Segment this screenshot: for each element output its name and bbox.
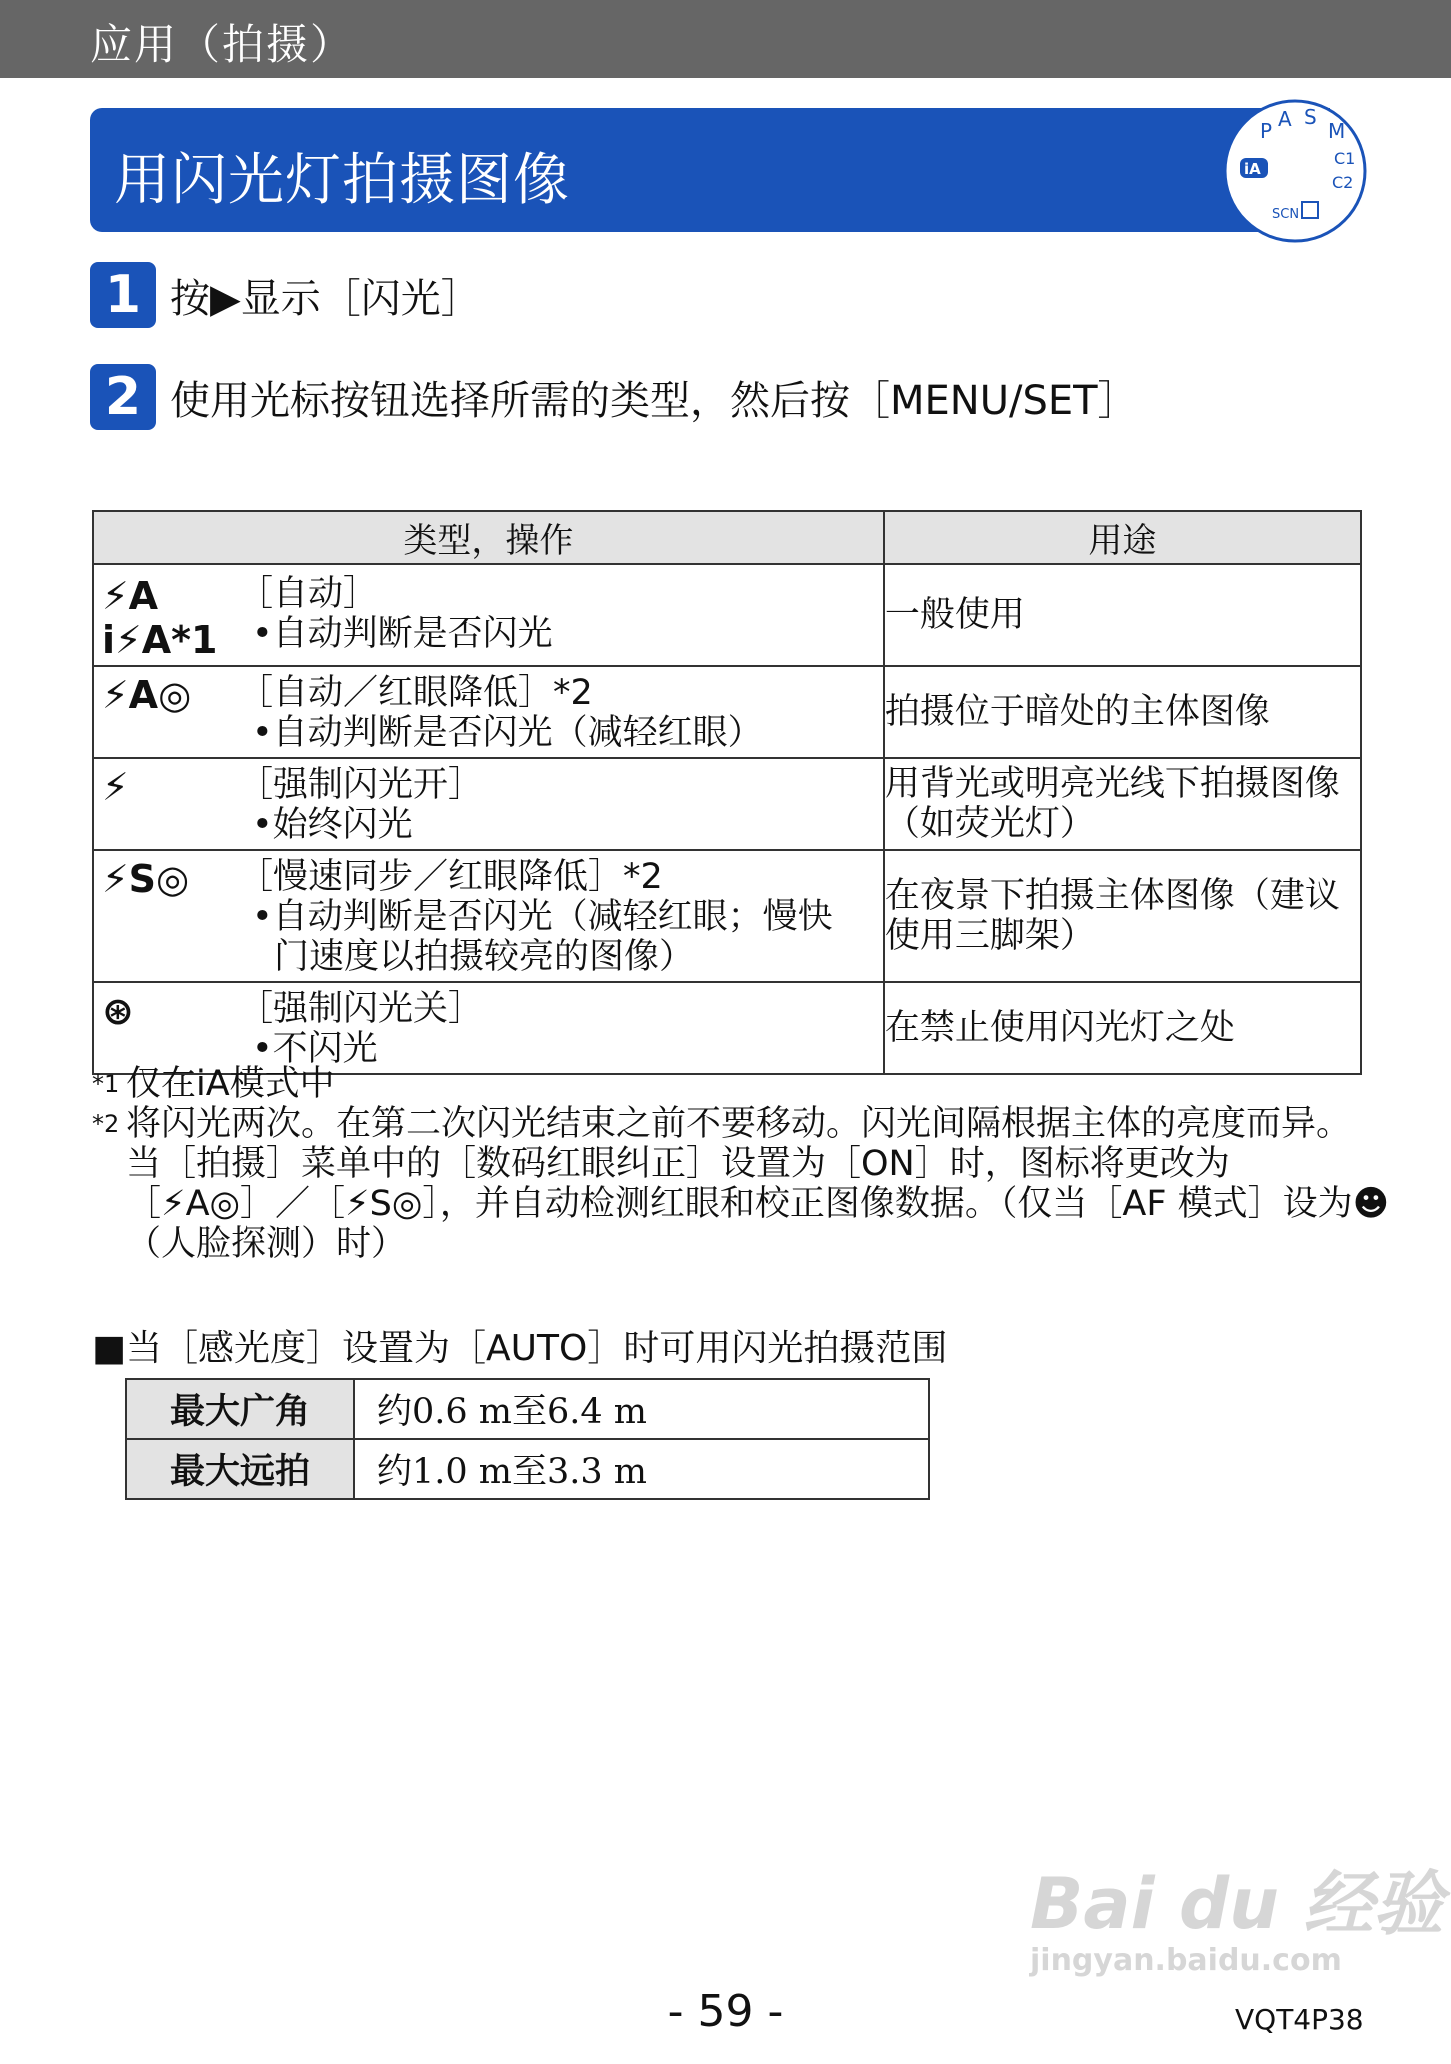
table-row — [93, 666, 1361, 758]
range-label: 最大广角 — [126, 1379, 354, 1439]
mode-desc: •始终闪光 — [252, 805, 413, 845]
flash-auto-redeye-icon: ⚡A◎ — [102, 673, 192, 717]
mode-use: 拍摄位于暗处的主体图像 — [884, 666, 1361, 758]
dial-label: iA — [1244, 160, 1261, 178]
range-heading: ■当［感光度］设置为［AUTO］时可用闪光拍摄范围 — [92, 1328, 948, 1369]
footnote-text: 仅在iA模式中 — [126, 1064, 335, 1104]
flash-forced-on-icon: ⚡ — [102, 765, 129, 809]
flash-off-icon: ⊛ — [102, 989, 134, 1033]
footnote-mark: *2 — [92, 1110, 120, 1138]
mode-desc: •不闪光 — [252, 1029, 378, 1069]
footnote-1 — [92, 1064, 1392, 1104]
flash-auto-icon: ⚡A i⚡A*1 — [102, 574, 218, 662]
mode-name: ［自动］ — [238, 574, 379, 614]
step-1 — [90, 262, 481, 328]
document-code: VQT4P38 — [1235, 2003, 1364, 2036]
dial-label: P — [1260, 119, 1273, 143]
footnote-text: 当［拍摄］菜单中的［数码红眼纠正］设置为［ON］时，图标将更改为 — [126, 1144, 1230, 1184]
dial-label: S — [1304, 105, 1317, 129]
step-text: 使用光标按钮选择所需的类型，然后按［MENU/SET］ — [170, 377, 1138, 424]
column-header: 类型，操作 — [93, 511, 884, 564]
footnotes — [92, 1064, 1392, 1264]
range-value: 约1.0 m至3.3 m — [354, 1439, 929, 1499]
footnote-text: ［⚡A◎］／［⚡S◎］，并自动检测红眼和校正图像数据。（仅当［AF 模式］设为☻ — [126, 1184, 1390, 1224]
step-number: 2 — [90, 364, 156, 430]
mode-dial-icon — [1222, 98, 1368, 244]
section-header — [0, 0, 1451, 78]
table-header-row — [93, 511, 1361, 564]
mode-use: 一般使用 — [884, 564, 1361, 666]
mode-use: 在禁止使用闪光灯之处 — [884, 982, 1361, 1074]
dial-label: M — [1328, 119, 1346, 143]
baidu-watermark: Bai du 经验 jingyan.baidu.com — [1030, 1863, 1444, 1978]
column-header: 用途 — [884, 511, 1361, 564]
table-row — [93, 758, 1361, 850]
footnote-text: （人脸探测）时） — [126, 1224, 407, 1264]
dial-label: C1 — [1334, 149, 1356, 168]
mode-desc: •自动判断是否闪光（减轻红眼） — [252, 713, 763, 753]
page-banner — [90, 108, 1330, 232]
page-title: 用闪光灯拍摄图像 — [114, 148, 570, 213]
flash-slow-sync-icon: ⚡S◎ — [102, 857, 190, 901]
section-title: 应用（拍摄） — [90, 20, 355, 69]
step-number: 1 — [90, 262, 156, 328]
mode-name: ［强制闪光开］ — [238, 765, 484, 805]
range-label: 最大远拍 — [126, 1439, 354, 1499]
table-row — [93, 982, 1361, 1074]
footnote-2 — [92, 1104, 1392, 1144]
dial-label: SCN — [1272, 207, 1300, 222]
mode-use: 在夜景下拍摄主体图像（建议使用三脚架） — [884, 850, 1361, 982]
mode-name: ［慢速同步／红眼降低］*2 — [238, 857, 663, 897]
table-row — [126, 1379, 929, 1439]
flash-range-table — [125, 1378, 930, 1500]
dial-label: A — [1278, 107, 1292, 131]
mode-use: 用背光或明亮光线下拍摄图像（如荧光灯） — [884, 758, 1361, 850]
range-value: 约0.6 m至6.4 m — [354, 1379, 929, 1439]
mode-name: ［自动／红眼降低］*2 — [238, 673, 593, 713]
table-row — [126, 1439, 929, 1499]
footnote-mark: *1 — [92, 1070, 120, 1098]
page-number: - 59 - — [667, 1986, 784, 2037]
table-row — [93, 564, 1361, 666]
step-2 — [90, 364, 1138, 430]
dial-label: C2 — [1332, 173, 1354, 192]
mode-desc: 门速度以拍摄较亮的图像） — [274, 937, 695, 977]
mode-name: ［强制闪光关］ — [238, 989, 484, 1029]
table-row — [93, 850, 1361, 982]
step-text: 按▶显示［闪光］ — [170, 275, 481, 322]
mode-desc: •自动判断是否闪光 — [252, 614, 553, 654]
mode-desc: •自动判断是否闪光（减轻红眼；慢快 — [252, 897, 833, 937]
footnote-text: 将闪光两次。在第二次闪光结束之前不要移动。闪光间隔根据主体的亮度而异。 — [126, 1104, 1352, 1144]
flash-mode-table — [92, 510, 1362, 1075]
